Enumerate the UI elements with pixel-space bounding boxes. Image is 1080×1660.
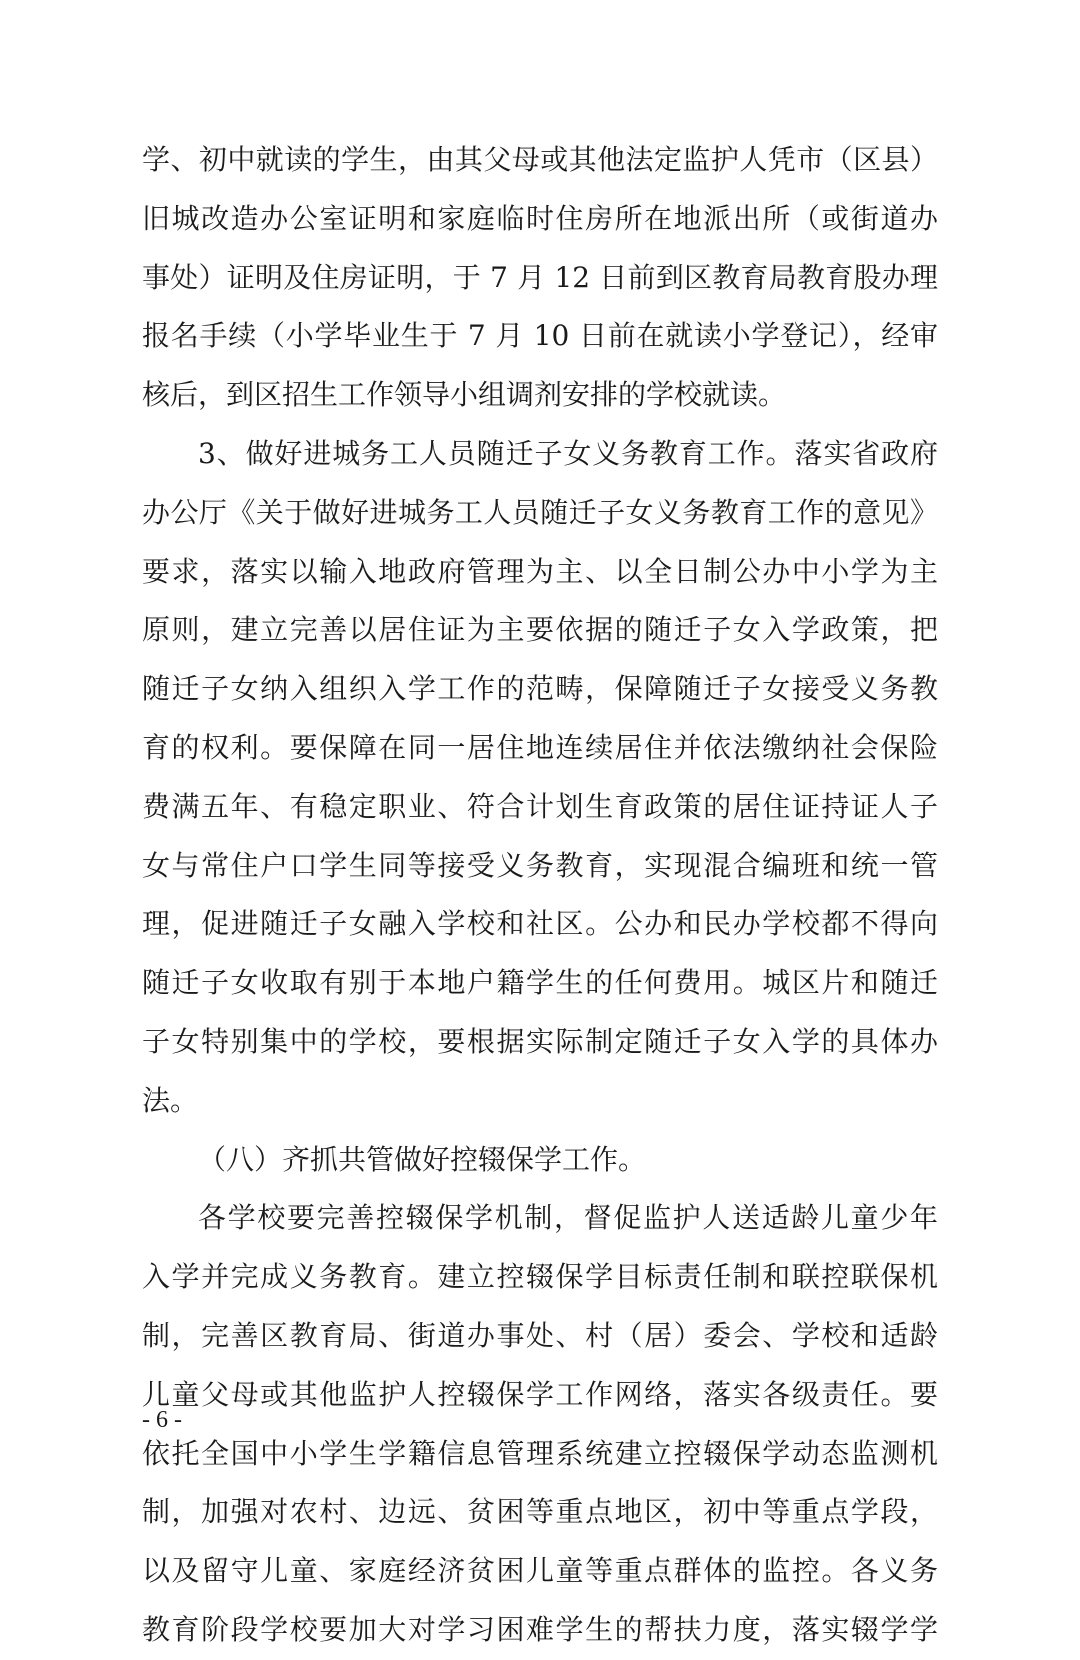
paragraph-line: 法。	[142, 1083, 199, 1117]
document-body	[142, 131, 938, 1660]
paragraph-line: 原则，建立完善以居住证为主要依据的随迁子女入学政策，把	[142, 613, 938, 647]
page-number: - 6 -	[142, 1407, 182, 1433]
paragraph-line: 办公厅《关于做好进城务工人员随迁子女义务教育工作的意见》	[142, 495, 938, 529]
paragraph-line: 教育阶段学校要加大对学习困难学生的帮扶力度，落实辍学学	[142, 1612, 938, 1646]
paragraph-line: 理，促进随迁子女融入学校和社区。公办和民办学校都不得向	[142, 907, 938, 941]
paragraph-line: 各学校要完善控辍保学机制，督促监护人送适龄儿童少年	[198, 1201, 938, 1235]
paragraph-line: 要求，落实以输入地政府管理为主、以全日制公办中小学为主	[142, 554, 938, 588]
paragraph-line: 入学并完成义务教育。建立控辍保学目标责任制和联控联保机	[142, 1260, 938, 1294]
paragraph-line: 女与常住户口学生同等接受义务教育，实现混合编班和统一管	[142, 848, 938, 882]
paragraph-line: 依托全国中小学生学籍信息管理系统建立控辍保学动态监测机	[142, 1436, 938, 1470]
paragraph-line: 子女特别集中的学校，要根据实际制定随迁子女入学的具体办	[142, 1024, 938, 1058]
paragraph-line: 随迁子女纳入组织入学工作的范畴，保障随迁子女接受义务教	[142, 672, 938, 706]
paragraph-line: 事处）证明及住房证明，于 7 月 12 日前到区教育局教育股办理	[142, 260, 938, 294]
paragraph-line: 随迁子女收取有别于本地户籍学生的任何费用。城区片和随迁	[142, 966, 938, 1000]
paragraph-line: 学、初中就读的学生，由其父母或其他法定监护人凭市（区县）	[142, 143, 938, 176]
paragraph-line: 制，加强对农村、边远、贫困等重点地区，初中等重点学段，	[142, 1495, 938, 1529]
paragraph-line: 核后，到区招生工作领导小组调剂安排的学校就读。	[142, 378, 787, 412]
paragraph-line: 儿童父母或其他监护人控辍保学工作网络，落实各级责任。要	[142, 1377, 938, 1411]
paragraph-line: 旧城改造办公室证明和家庭临时住房所在地派出所（或街道办	[142, 201, 938, 235]
section-heading: （八）齐抓共管做好控辍保学工作。	[198, 1142, 647, 1176]
paragraph-line: 育的权利。要保障在同一居住地连续居住并依法缴纳社会保险	[142, 730, 938, 764]
paragraph-line: 报名手续（小学毕业生于 7 月 10 日前在就读小学登记），经审	[142, 319, 938, 353]
paragraph-line: 以及留守儿童、家庭经济贫困儿童等重点群体的监控。各义务	[142, 1554, 938, 1588]
paragraph-line: 费满五年、有稳定职业、符合计划生育政策的居住证持证人子	[142, 789, 938, 823]
paragraph-line: 制，完善区教育局、街道办事处、村（居）委会、学校和适龄	[142, 1318, 938, 1352]
paragraph-line: 3、做好进城务工人员随迁子女义务教育工作。落实省政府	[198, 436, 938, 470]
